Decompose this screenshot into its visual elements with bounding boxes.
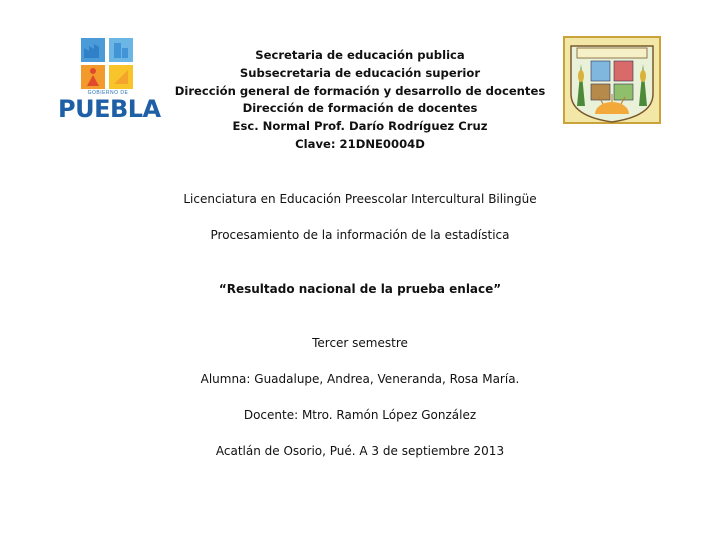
teacher: Docente: Mtro. Ramón López González [243,408,477,422]
students: Alumna: Guadalupe, Andrea, Veneranda, Rosa María. [200,372,520,386]
degree-name: Licenciatura en Educación Preescolar Intercultural Bilingüe [183,192,537,206]
header-line-direccion-general: Dirección general de formación y desarrollo de docentes [174,83,546,98]
government-line: GOBIERNO DE [87,90,129,96]
header-line-direccion-formacion: Dirección de formación de docentes [242,101,478,116]
school-seal-icon [563,36,661,124]
institution-header [170,47,550,154]
header-line-school-name: Esc. Normal Prof. Darío Rodríguez Cruz [232,119,488,134]
course-name: Procesamiento de la información de la estadística [210,228,510,242]
puebla-wordmark: PUEBLA [58,95,161,123]
puebla-mosaic-icon [58,36,158,92]
place-and-date: Acatlán de Osorio, Pué. A 3 de septiembre 2013 [215,444,505,458]
semester: Tercer semestre [312,336,408,350]
puebla-government-logo [58,36,161,124]
header-line-subsecretaria: Subsecretaria de educación superior [239,65,481,80]
document-title: “Resultado nacional de la prueba enlace” [218,282,502,296]
header-line-secretaria: Secretaria de educación publica [255,48,465,62]
school-seal [563,36,661,124]
header-line-school-code: Clave: 21DNE0004D [295,136,425,151]
